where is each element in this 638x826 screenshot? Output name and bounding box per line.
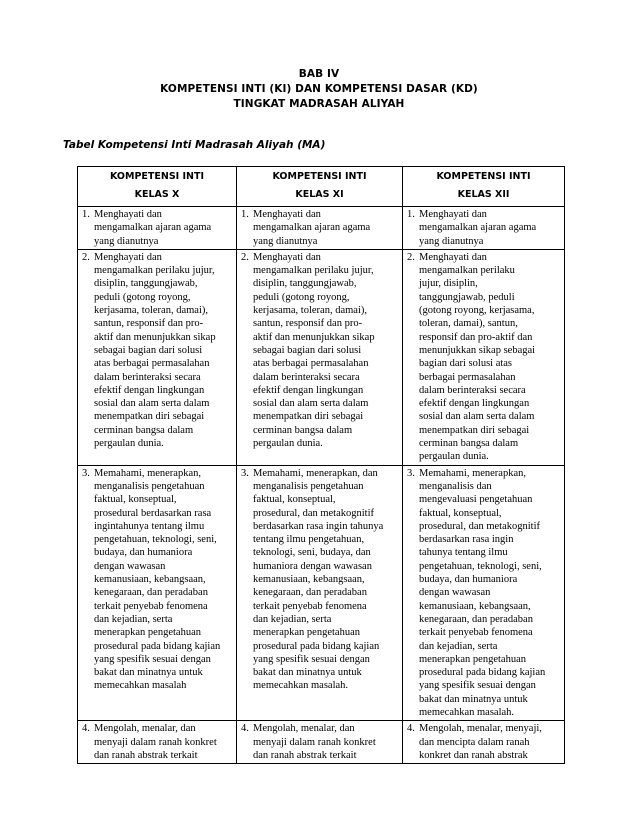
table-title: Tabel Kompetensi Inti Madrasah Aliyah (MA) xyxy=(63,139,326,151)
table-cell xyxy=(403,465,565,721)
item-number: 1. xyxy=(241,209,249,220)
column-header-line2: KELAS XII xyxy=(457,189,510,200)
item-text: Menghayati dan mengamalkan ajaran agama yang dianutnya xyxy=(253,209,371,247)
item-text: Menghayati dan mengamalkan perilaku jujur, disiplin, tanggungjawab, peduli (gotong royong, kerjasama, toleran, damai), santun, responsif dan pro- aktif dan menunjukkan sikap sebagai bagian dari solusi atas berbagai permasalahan dalam berinteraksi secara efektif dengan lingkungan sosial dan alam serta dalam menempatkan diri sebagai cerminan bangsa dalam pergaulan dunia. xyxy=(253,251,375,450)
table-cell xyxy=(403,249,565,465)
column-header-line2: KELAS X xyxy=(134,189,180,200)
column-header-kelas-xii xyxy=(403,167,565,207)
item-number: 4. xyxy=(82,723,90,735)
table-cell xyxy=(78,249,237,465)
column-header-line1: KOMPETENSI INTI xyxy=(109,171,205,182)
table-row xyxy=(78,465,565,721)
table-cell xyxy=(237,465,403,721)
table-row xyxy=(78,249,565,465)
column-header-line1: KOMPETENSI INTI xyxy=(436,171,531,182)
item-number: 3. xyxy=(241,467,249,479)
table-header-row xyxy=(78,167,565,207)
table-row xyxy=(78,721,565,764)
item-number: 4. xyxy=(407,723,415,735)
table-cell xyxy=(237,249,403,465)
item-number: 1. xyxy=(407,209,415,220)
item-number: 2. xyxy=(241,251,249,263)
column-header-kelas-xi xyxy=(237,167,403,207)
item-number: 2. xyxy=(407,251,415,263)
item-text: Mengolah, menalar, menyaji, dan mencipta dalam ranah konkret dan ranah abstrak xyxy=(419,723,542,761)
item-text: Memahami, menerapkan, menganalisis dan mengevaluasi pengetahuan faktual, konseptual, prosedural, dan metakognitif berdasarkan rasa ingin tahunya tentang ilmu pengetahuan, teknologi, seni, budaya, dan humaniora dengan wawasan kemanusiaan, kebangsaan, kenegaraan, dan peradaban terkait penyebab fenomena dan kejadian, serta menerapkan pengetahuan prosedural pada bidang kajian yang spesifik sesuai dengan bakat dan minatnya untuk memecahkan masalah. xyxy=(419,467,546,718)
table-cell xyxy=(237,721,403,764)
column-header-line2: KELAS XI xyxy=(295,189,344,200)
competency-table xyxy=(77,166,565,764)
item-text: Menghayati dan mengamalkan perilaku jujur, disiplin, tanggungjawab, peduli (gotong royong, kerjasama, toleran, damai), santun, responsif dan pro- aktif dan menunjukkan sikap sebagai bagian dari solusi atas berbagai permasalahan dalam berinteraksi secara efektif dengan lingkungan sosial dan alam serta dalam menempatkan diri sebagai cerminan bangsa dalam pergaulan dunia. xyxy=(94,251,216,450)
item-text: Menghayati dan mengamalkan ajaran agama yang dianutnya xyxy=(419,209,537,247)
chapter-heading: BAB IV xyxy=(298,68,340,80)
item-number: 3. xyxy=(407,467,415,479)
table-row xyxy=(78,207,565,250)
column-header-line1: KOMPETENSI INTI xyxy=(272,171,367,182)
item-text: Mengolah, menalar, dan menyaji dalam ranah konkret dan ranah abstrak terkait xyxy=(253,723,376,761)
chapter-title-line2: TINGKAT MADRASAH ALIYAH xyxy=(233,98,405,110)
table-cell xyxy=(78,465,237,721)
item-number: 3. xyxy=(82,467,90,479)
item-text: Memahami, menerapkan, menganalisis pengetahuan faktual, konseptual, prosedural berdasarkan rasa ingintahunya tentang ilmu pengetahuan, teknologi, seni, budaya, dan humaniora dengan wawasan kemanusiaan, kebangsaan, kenegaraan, dan peradaban terkait penyebab fenomena dan kejadian, serta menerapkan pengetahuan prosedural pada bidang kajian yang spesifik sesuai dengan bakat dan minatnya untuk memecahkan masalah xyxy=(94,467,221,692)
item-text: Memahami, menerapkan, dan menganalisis pengetahuan faktual, konseptual, prosedural, dan metakognitif berdasarkan rasa ingin tahunya tentang ilmu pengetahuan, teknologi, seni, budaya, dan humaniora dengan wawasan kemanusiaan, kebangsaan, kenegaraan, dan peradaban terkait penyebab fenomena dan kejadian, serta menerapkan pengetahuan prosedural pada bidang kajian yang spesifik sesuai dengan bakat dan minatnya untuk memecahkan masalah. xyxy=(253,467,384,692)
item-number: 4. xyxy=(241,723,249,735)
table-cell xyxy=(78,207,237,250)
table-cell xyxy=(403,721,565,764)
item-text: Menghayati dan mengamalkan perilaku jujur, disiplin, tanggungjawab, peduli (gotong royong, kerjasama, toleran, damai), santun, responsif dan pro-aktif dan menunjukkan sikap sebagai bagian dari solusi atas berbagai permasalahan dalam berinteraksi secara efektif dengan lingkungan sosial dan alam serta dalam menempatkan diri sebagai cerminan bangsa dalam pergaulan dunia. xyxy=(419,251,536,463)
item-text: Menghayati dan mengamalkan ajaran agama yang dianutnya xyxy=(94,209,212,247)
column-header-kelas-x xyxy=(78,167,237,207)
item-number: 2. xyxy=(82,251,90,263)
table-cell xyxy=(403,207,565,250)
table-cell xyxy=(78,721,237,764)
table-cell xyxy=(237,207,403,250)
chapter-title-line1: KOMPETENSI INTI (KI) DAN KOMPETENSI DASAR (KD) xyxy=(160,83,478,95)
item-text: Mengolah, menalar, dan menyaji dalam ranah konkret dan ranah abstrak terkait xyxy=(94,723,217,761)
item-number: 1. xyxy=(82,209,90,220)
